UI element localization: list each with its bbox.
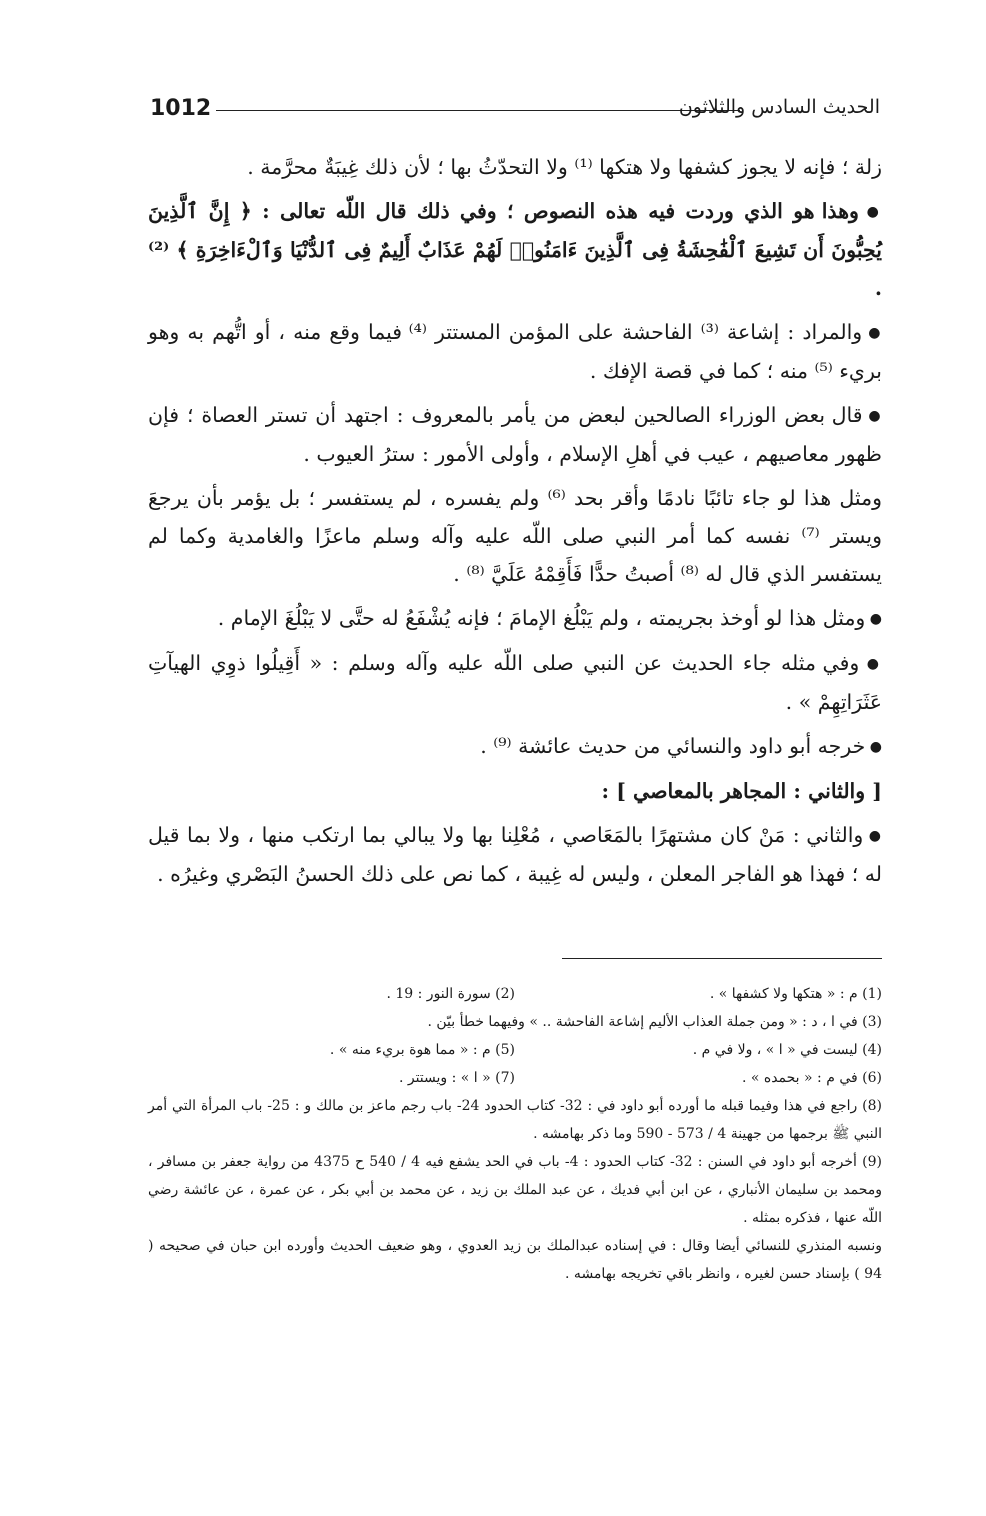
footnotes bbox=[148, 980, 882, 1288]
footnote: (4) ليست في « ا » ، ولا في م . bbox=[692, 1042, 882, 1058]
paragraph bbox=[148, 599, 882, 638]
main-text bbox=[148, 148, 882, 899]
page-number: 1012 bbox=[150, 96, 212, 121]
paragraph-text: ومثل هذا لو أوخذ بجريمته ، ولم يَبْلُغ الإمامَ ؛ فإنه يُشْفَعُ له حتَّى لا يَبْلُغَ الإمام . bbox=[217, 606, 866, 630]
paragraph bbox=[148, 192, 882, 307]
footnote-row bbox=[148, 1036, 882, 1064]
footnote: (1) م : « هتكها ولا كشفها » . bbox=[709, 986, 882, 1002]
paragraph bbox=[148, 816, 882, 893]
header-rule bbox=[216, 110, 740, 111]
footnote: (2) سورة النور : 19 . bbox=[386, 986, 515, 1002]
paragraph-text: خرجه أبو داود والنسائي من حديث عائشة ⁽⁹⁾ . bbox=[480, 734, 866, 758]
footnote: (6) في م : « بحمده » . bbox=[741, 1070, 882, 1086]
footnote-rule bbox=[562, 958, 882, 959]
paragraph-text: والثاني : مَنْ كان مشتهرًا بالمَعَاصي ، مُعْلِنا بها ولا يبالي بما ارتكب منها ، ولا بما قيل له ؛ فهذا هو الفاجر المعلن ، وليس له غِيبة ، كما نص على ذلك الحسنُ البَصْري وغيرُه . bbox=[148, 823, 882, 886]
paragraph-text: والمراد : إشاعة ⁽³⁾ الفاحشة على المؤمن المستتر ⁽⁴⁾ فيما وقع منه ، أو اتُّهم به وهو بريء ⁽⁵⁾ منه ؛ كما في قصة الإفك . bbox=[148, 320, 882, 383]
paragraph: زلة ؛ فإنه لا يجوز كشفها ولا هتكها ⁽¹⁾ ولا التحدّثُ بها ؛ لأن ذلك غِيبَةٌ محرَّمة . bbox=[247, 155, 882, 179]
footnote: (3) في ا ، د : « ومن جملة العذاب الأليم إشاعة الفاحشة .. » وفيهما خطأ بيّن . bbox=[427, 1014, 882, 1030]
footnote: (9) أخرجه أبو داود في السنن : 32- كتاب الحدود : 4- باب في الحد يشفع فيه 4 / 540 ح 4375 من رواية جعفر بن مسافر ، ومحمد بن سليمان الأنباري ، عن ابن أبي فديك ، عن عبد الملك بن زيد ، عن محمد بن أبي بكر ، عن عمرة ، عن عائشة رضي اللّه عنها ، فذكره بمثله . bbox=[148, 1154, 882, 1226]
paragraph-text: وفي مثله جاء الحديث عن النبي صلى اللّه عليه وآله وسلم : « أَقِيلُوا ذوِي الهيآتِ عَثَرَاتِهِمْ » . bbox=[148, 651, 882, 714]
footnote-row bbox=[148, 980, 882, 1008]
paragraph bbox=[148, 644, 882, 721]
footnote: (5) م : « مما هوة بريء منه » . bbox=[329, 1042, 515, 1058]
running-title: الحديث السادس والثلاثون bbox=[678, 96, 880, 118]
footnote: ونسبه المنذري للنسائي أيضا وقال : في إسناده عبدالملك بن زيد العدوي ، وهو ضعيف الحديث وأورده ابن حبان في صحيحه ( 94 ) بإسناد حسن لغيره ، وانظر باقي تخريجه بهامشه . bbox=[148, 1238, 882, 1282]
footnote-row bbox=[148, 1064, 882, 1092]
paragraph bbox=[148, 396, 882, 473]
page-header bbox=[150, 96, 880, 132]
footnote: (8) راجع في هذا وفيما قبله ما أورده أبو داود في : 32- كتاب الحدود 24- باب رجم ماعز بن مالك و : 25- باب المرأة التي أمر النبي ﷺ برجمها من جهينة 4 / 573 - 590 وما ذكر بهامشه . bbox=[148, 1098, 883, 1142]
paragraph: ومثل هذا لو جاء تائبًا نادمًا وأقر بحد ⁽⁶⁾ ولم يفسره ، لم يستفسر ؛ بل يؤمر بأن يرجعَ ويستر ⁽⁷⁾ نفسه كما أمر النبي صلى اللّه عليه وآله وسلم ماعزًا والغامدية وكما لم يستفسر الذي قال له ⁽⁸⁾ أصبتُ حدًّا فَأَقِمْهُ عَلَيَّ ⁽⁸⁾ . bbox=[148, 486, 882, 586]
paragraph-text: قال بعض الوزراء الصالحين لبعض من يأمر بالمعروف : اجتهد أن تستر العصاة ؛ فإن ظهور معاصيهم ، عيب في أهلِ الإسلام ، وأولى الأمور : سترُ العيوب . bbox=[148, 403, 882, 466]
section-heading: [ والثاني : المجاهر بالمعاصي ] : bbox=[601, 779, 882, 803]
footnote: (7) « ا » : ويستتر . bbox=[398, 1070, 515, 1086]
paragraph-text: وهذا هو الذي وردت فيه هذه النصوص ؛ وفي ذلك قال اللّه تعالى : ﴿ إِنَّ ٱلَّذِينَ يُحِبُّونَ أَن تَشِيعَ ٱلْفَٰحِشَةُ فِى ٱلَّذِينَ ءَامَنُوا۟ لَهُمْ عَذَابٌ أَلِيمٌ فِى ٱلدُّنْيَا وَٱلْءَاخِرَةِ ﴾ ⁽²⁾ . bbox=[148, 199, 882, 300]
paragraph bbox=[148, 727, 882, 766]
paragraph bbox=[148, 313, 882, 390]
